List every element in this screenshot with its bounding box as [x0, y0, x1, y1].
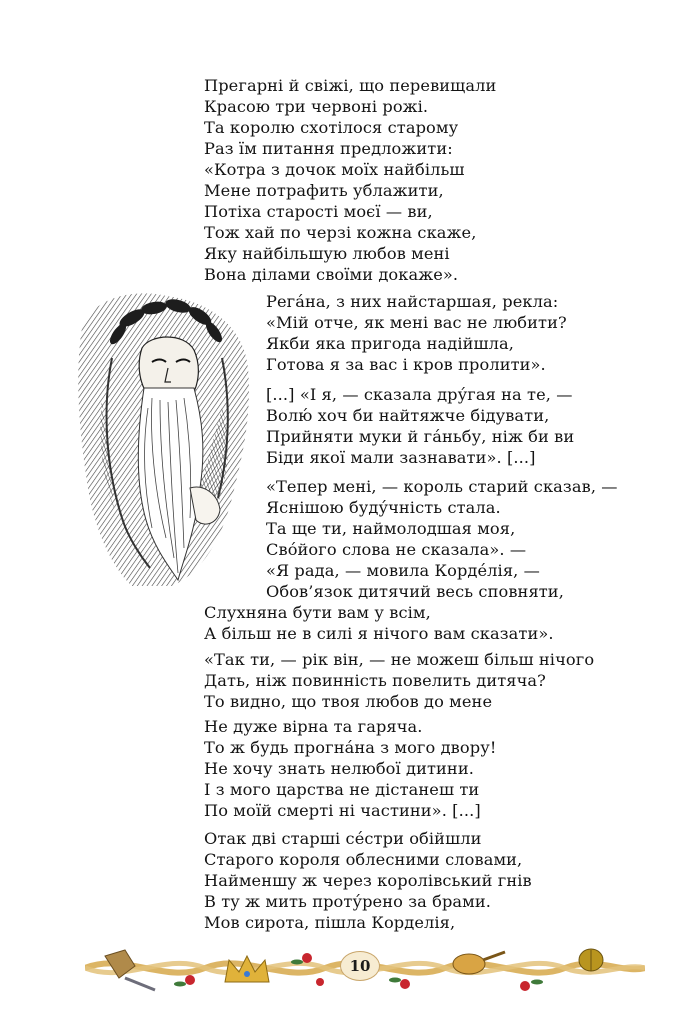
poem-line: Обов’язок дитячий весь сповняти,: [266, 582, 564, 601]
scarab-icon: [579, 949, 603, 971]
poem-line: А більш не в силі я нічого вам сказати».: [204, 624, 554, 643]
poem-line: Біди якої мали зазнавати». [...]: [266, 448, 536, 467]
king-lear-engraving: [72, 288, 252, 588]
poem-line: Мов сирота, пішла Корделія,: [204, 913, 456, 932]
poem-line: Не дуже вірна та гаряча.: [204, 717, 423, 736]
poem-line: Дать, ніж повинність повелить дитяча?: [204, 671, 546, 690]
poem-line: Старого короля облесними словами,: [204, 850, 523, 869]
poem-line: В ту ж мить проту́рено за брами.: [204, 892, 492, 911]
poem-line: Прегарні й свіжі, що перевищали: [204, 76, 497, 95]
poem-line: Яснішою буду́чність стала.: [266, 498, 501, 517]
poem-line: Отак дві старші се́стри обійшли: [204, 829, 482, 848]
crown-icon: [225, 956, 269, 982]
poem-line: Слухняна бути вам у всім,: [204, 603, 431, 622]
poem-line: Прийняти муки й га́ньбу, ніж би ви: [266, 427, 575, 446]
poem-line: Та королю схотілося старому: [204, 118, 459, 137]
poem-line: І з мого царства не дістанеш ти: [204, 780, 480, 799]
poem-line: «Тепер мені, — король старий сказав, —: [266, 477, 618, 496]
poem-line: Найменшу ж через королівський гнів: [204, 871, 532, 890]
poem-line: Яку найбільшую любов мені: [204, 244, 450, 263]
poem-line: [...] «І я, — сказала дру́гая на те, —: [266, 385, 573, 404]
poem-line: Мене потрафить ублажити,: [204, 181, 444, 200]
poem-line: Готова я за вас і кров пролити».: [266, 355, 546, 374]
poem-line: Тож хай по черзі кожна скаже,: [204, 223, 477, 242]
poem-line: Потіха старості моєї — ви,: [204, 202, 433, 221]
page-number: 10: [340, 951, 380, 981]
poem-line: «Мій отче, як мені вас не любити?: [266, 313, 567, 332]
poem-line: Не хочу знать нелюбої дитини.: [204, 759, 474, 778]
poem-line: «Котра з дочок моїх найбільш: [204, 160, 465, 179]
poem-line: Рега́на, з них найстаршая, рекла:: [266, 292, 559, 311]
poem-line: Волю́ хоч би найтяжче бідувати,: [266, 406, 550, 425]
poem-line: То видно, що твоя любов до мене: [204, 692, 493, 711]
poem-line: Вона ділами своїми докаже».: [204, 265, 459, 284]
poem-line: «Я рада, — мовила Корде́лія, —: [266, 561, 540, 580]
poem-line: По моїй смерті ні частини». [...]: [204, 801, 481, 820]
poem-line: Раз їм питання предложити:: [204, 139, 453, 158]
poem-line: Сво́його слова не сказала». —: [266, 540, 527, 559]
poem-line: То ж будь прогна́на з мого двору!: [204, 738, 497, 757]
poem-line: «Так ти, — рік він, — не можеш більш нічого: [204, 650, 595, 669]
poem-line: Та ще ти, наймолодшая моя,: [266, 519, 516, 538]
poem-line: Красою три червоні рожі.: [204, 97, 429, 116]
poem-line: Якби яка пригода надійшла,: [266, 334, 515, 353]
